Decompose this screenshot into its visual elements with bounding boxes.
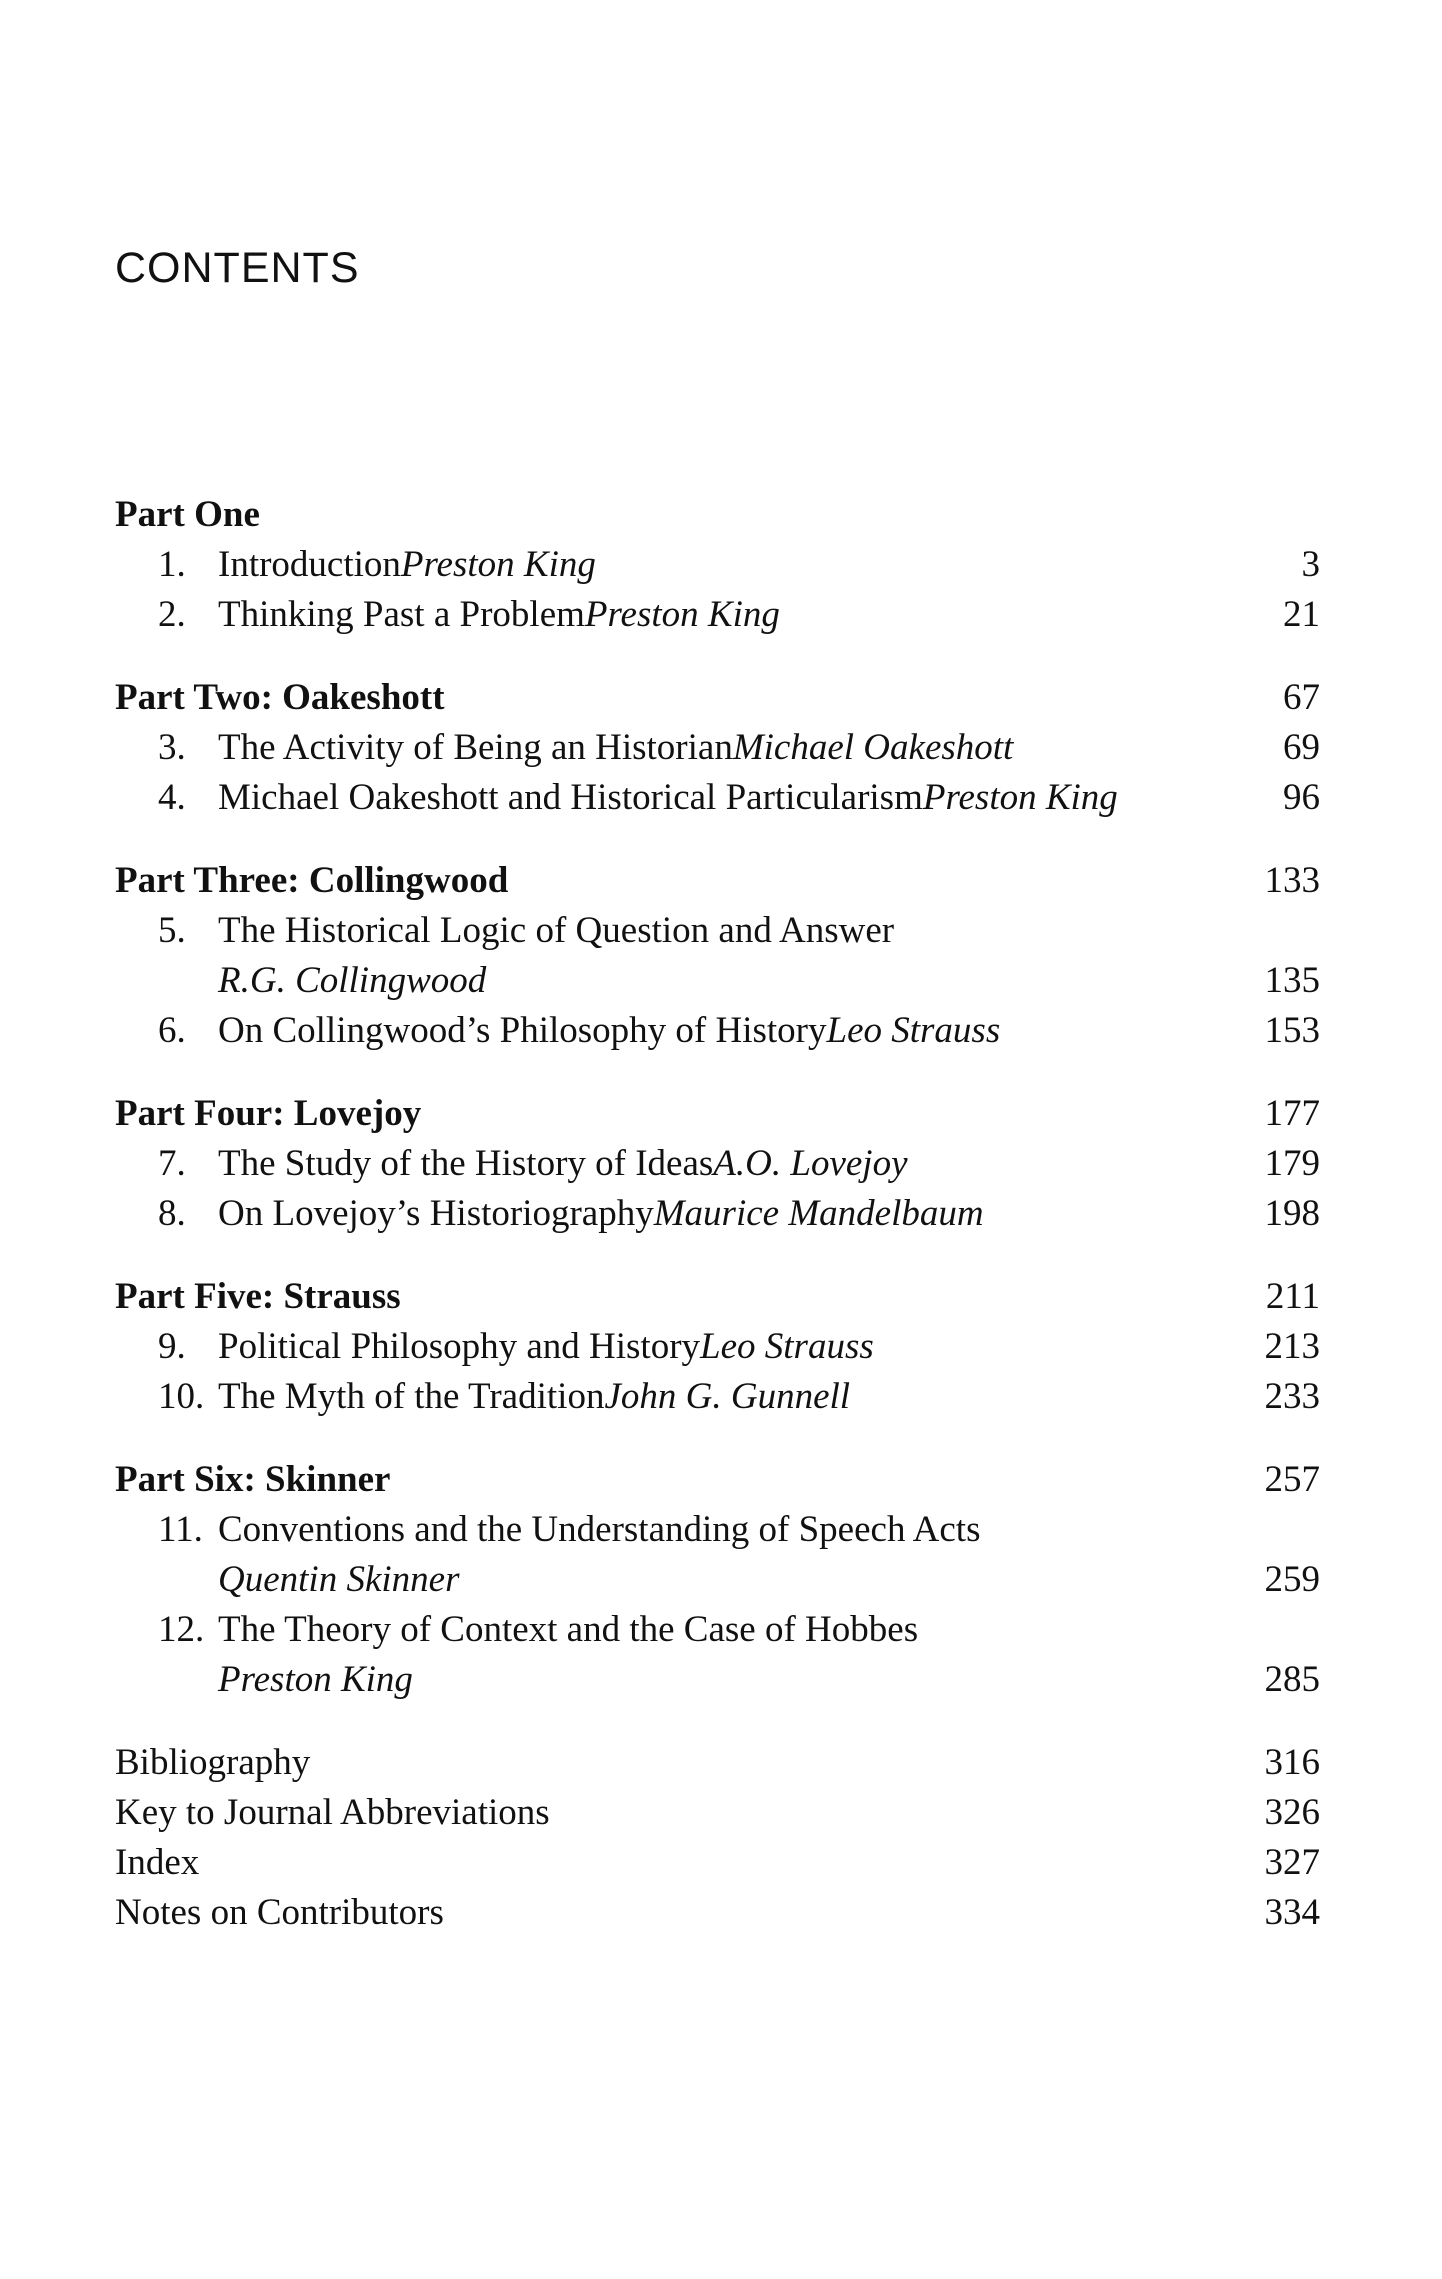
chapter-author: Leo Strauss: [826, 1010, 1001, 1051]
part-page-number: 133: [1264, 860, 1320, 901]
chapter-page-number: 3: [1301, 544, 1320, 585]
chapter-line: [218, 1372, 1320, 1422]
backmatter-title: Notes on Contributors: [115, 1892, 444, 1933]
chapter-body: [218, 723, 1320, 773]
backmatter-page-number: 326: [1264, 1792, 1320, 1833]
chapter-number: 5.: [158, 910, 186, 951]
part-heading: [115, 856, 1320, 906]
chapter-body: [218, 1605, 1320, 1705]
toc-entry[interactable]: [115, 1139, 1320, 1189]
chapter-body: [218, 590, 1320, 640]
chapter-number-cell: [115, 1605, 218, 1655]
page-title: CONTENTS: [115, 244, 360, 292]
chapter-number: 7.: [158, 1143, 186, 1184]
chapter-title: Thinking Past a Problem: [218, 594, 585, 635]
table-of-contents: [115, 490, 1320, 1938]
chapter-number: 10.: [158, 1376, 205, 1417]
chapter-title: Introduction: [218, 544, 401, 585]
toc-entry[interactable]: [115, 540, 1320, 590]
chapter-author: Quentin Skinner: [218, 1559, 460, 1600]
chapter-author: Preston King: [218, 1659, 413, 1700]
chapter-number-cell: [115, 1372, 218, 1422]
chapter-page-number: 179: [1264, 1143, 1320, 1184]
chapter-body: [218, 906, 1320, 1006]
backmatter-entry[interactable]: [115, 1888, 1320, 1938]
chapter-number-cell: [115, 1322, 218, 1372]
chapter-line: [218, 773, 1320, 823]
toc-entry[interactable]: [115, 1372, 1320, 1422]
toc-entry[interactable]: [115, 590, 1320, 640]
toc-entry[interactable]: [115, 1006, 1320, 1056]
part-heading: [115, 1272, 1320, 1322]
backmatter-page-number: 327: [1264, 1842, 1320, 1883]
chapter-number-cell: [115, 590, 218, 640]
chapter-text: [218, 723, 1013, 773]
part-page-number: [1240, 490, 1320, 540]
chapter-body: [218, 1505, 1320, 1605]
chapter-page-number: 198: [1264, 1193, 1320, 1234]
chapter-number-cell: [115, 1505, 218, 1555]
part-page-number: 67: [1283, 677, 1320, 718]
chapter-page-number: 233: [1264, 1376, 1320, 1417]
chapter-page-number: 259: [1264, 1559, 1320, 1600]
chapter-author: Preston King: [584, 594, 780, 635]
chapter-title-line: [218, 1505, 1320, 1555]
chapter-line: [218, 1189, 1320, 1239]
chapter-number: 9.: [158, 1326, 186, 1367]
backmatter-title: Key to Journal Abbreviations: [115, 1792, 550, 1833]
chapter-author: A.O. Lovejoy: [713, 1143, 908, 1184]
chapter-title: The Historical Logic of Question and Answer: [218, 910, 895, 951]
chapter-title: Conventions and the Understanding of Speech Acts: [218, 1509, 981, 1550]
part-page-number: 211: [1265, 1276, 1320, 1317]
chapter-author: R.G. Collingwood: [218, 960, 487, 1001]
chapter-number-cell: [115, 773, 218, 823]
chapter-body: [218, 1189, 1320, 1239]
chapter-text: [218, 1322, 874, 1372]
toc-entry[interactable]: [115, 773, 1320, 823]
chapter-number: 11.: [158, 1509, 203, 1550]
chapter-number: 6.: [158, 1010, 186, 1051]
part-title: Part Five: Strauss: [115, 1276, 401, 1317]
chapter-number-cell: [115, 906, 218, 956]
chapter-page-number: 153: [1264, 1010, 1320, 1051]
chapter-body: [218, 540, 1320, 590]
chapter-body: [218, 773, 1320, 823]
chapter-title: The Theory of Context and the Case of Hobbes: [218, 1609, 919, 1650]
chapter-author: Preston King: [922, 777, 1118, 818]
chapter-body: [218, 1139, 1320, 1189]
chapter-text: [218, 773, 1118, 823]
part-heading: [115, 673, 1320, 723]
chapter-body: [218, 1322, 1320, 1372]
backmatter-page-number: 316: [1264, 1742, 1320, 1783]
chapter-number: 12.: [158, 1609, 205, 1650]
backmatter-page-number: 334: [1264, 1892, 1320, 1933]
toc-entry[interactable]: [115, 723, 1320, 773]
chapter-body: [218, 1006, 1320, 1056]
chapter-text: [218, 1139, 908, 1189]
contents-page: [115, 0, 1320, 2279]
chapter-number-cell: [115, 540, 218, 590]
chapter-title-line: [218, 1605, 1320, 1655]
backmatter-entry[interactable]: [115, 1788, 1320, 1838]
chapter-line: [218, 1139, 1320, 1189]
chapter-author: John G. Gunnell: [604, 1376, 851, 1417]
chapter-line: [218, 1006, 1320, 1056]
chapter-title: Political Philosophy and History: [218, 1326, 701, 1367]
chapter-line: [218, 590, 1320, 640]
part-page-number: 257: [1264, 1459, 1320, 1500]
chapter-line: [218, 723, 1320, 773]
chapter-line: [218, 1322, 1320, 1372]
toc-entry[interactable]: [115, 1189, 1320, 1239]
chapter-page-number: 21: [1283, 594, 1320, 635]
chapter-page-number: 96: [1283, 777, 1320, 818]
chapter-number: 4.: [158, 777, 186, 818]
chapter-title: The Study of the History of Ideas: [218, 1143, 714, 1184]
chapter-author: Leo Strauss: [700, 1326, 874, 1367]
chapter-author: Preston King: [400, 544, 596, 585]
part-heading: [115, 490, 1320, 540]
chapter-page-number: 285: [1264, 1659, 1320, 1700]
chapter-text: [218, 590, 780, 640]
chapter-text: [218, 540, 596, 590]
chapter-author: Michael Oakeshott: [732, 727, 1014, 768]
part-title: Part Six: Skinner: [115, 1459, 391, 1500]
chapter-body: [218, 1372, 1320, 1422]
part-heading: [115, 1089, 1320, 1139]
part-title: Part Two: Oakeshott: [115, 677, 445, 718]
chapter-number: 2.: [158, 594, 186, 635]
chapter-title: The Activity of Being an Historian: [218, 727, 733, 768]
chapter-text: [218, 1006, 1000, 1056]
backmatter-entry[interactable]: [115, 1838, 1320, 1888]
part-title: Part Three: Collingwood: [115, 860, 509, 901]
backmatter-entry[interactable]: [115, 1738, 1320, 1788]
chapter-title: On Lovejoy’s Historiography: [218, 1193, 654, 1234]
chapter-author: Maurice Mandelbaum: [653, 1193, 984, 1234]
chapter-page-number: 69: [1283, 727, 1320, 768]
chapter-title-line: [218, 906, 1320, 956]
chapter-number-cell: [115, 1189, 218, 1239]
backmatter-title: Index: [115, 1842, 200, 1883]
toc-entry[interactable]: [115, 1605, 1320, 1705]
chapter-title: On Collingwood’s Philosophy of History: [218, 1010, 827, 1051]
part-title: Part One: [115, 494, 260, 535]
toc-entry[interactable]: [115, 1322, 1320, 1372]
chapter-author-line: [218, 1555, 1320, 1605]
part-title: Part Four: Lovejoy: [115, 1093, 422, 1134]
chapter-number-cell: [115, 723, 218, 773]
chapter-title: Michael Oakeshott and Historical Particularism: [218, 777, 923, 818]
chapter-author-line: [218, 1655, 1320, 1705]
chapter-title: The Myth of the Tradition: [218, 1376, 605, 1417]
chapter-number: 1.: [158, 544, 186, 585]
toc-entry[interactable]: [115, 1505, 1320, 1605]
chapter-text: [218, 1189, 984, 1239]
chapter-number-cell: [115, 1139, 218, 1189]
part-page-number: 177: [1264, 1093, 1320, 1134]
backmatter-title: Bibliography: [115, 1742, 311, 1783]
toc-entry[interactable]: [115, 906, 1320, 1006]
chapter-page-number: 213: [1264, 1326, 1320, 1367]
chapter-line: [218, 540, 1320, 590]
chapter-number: 8.: [158, 1193, 186, 1234]
chapter-text: [218, 1372, 850, 1422]
chapter-number: 3.: [158, 727, 186, 768]
chapter-page-number: 135: [1264, 960, 1320, 1001]
part-heading: [115, 1455, 1320, 1505]
chapter-author-line: [218, 956, 1320, 1006]
chapter-number-cell: [115, 1006, 218, 1056]
